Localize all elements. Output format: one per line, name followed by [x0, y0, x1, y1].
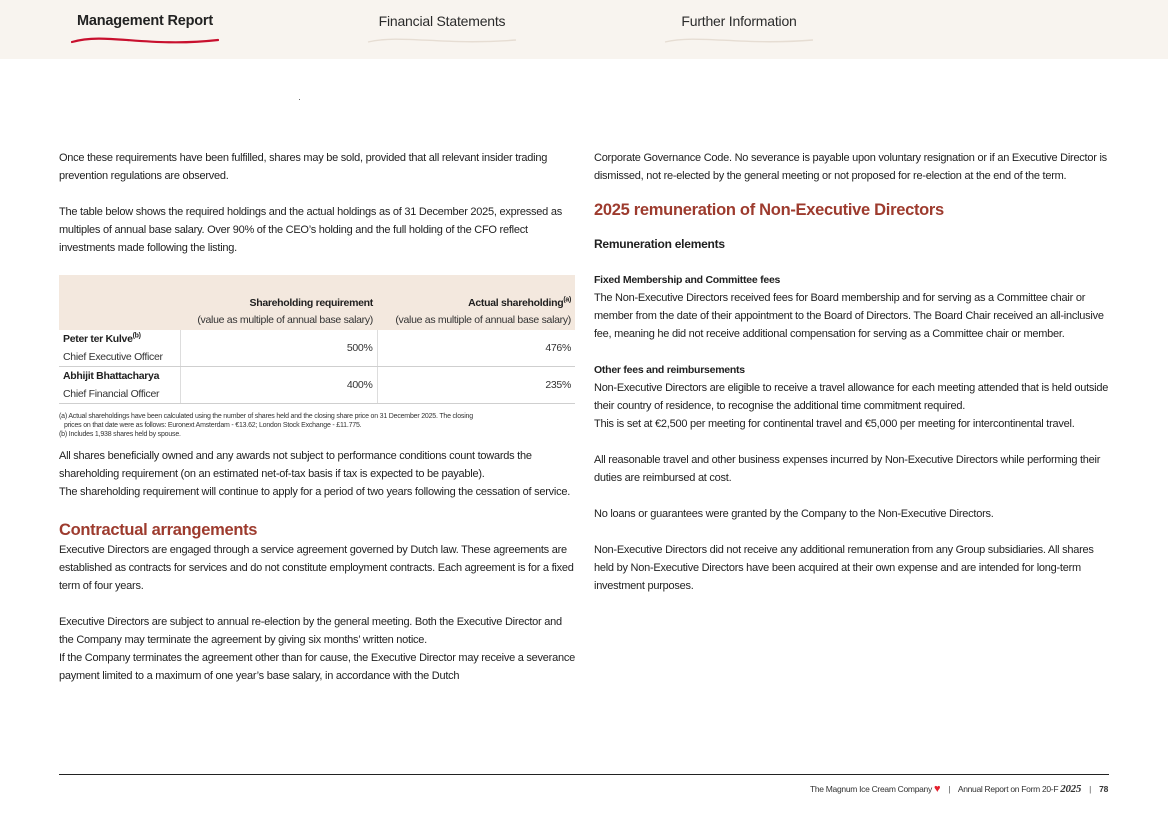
- tab-label: Management Report: [77, 13, 213, 29]
- col-subheader-actual: (value as multiple of annual base salary): [377, 312, 575, 330]
- paragraph: Non-Executive Directors did not receive any additional remuneration from any Group subsidiaries. All shares held by Non-Executive Directors have been acquired at their own expense and are intended for long-term investment purposes.: [594, 544, 1094, 592]
- shareholding-table: [59, 275, 575, 404]
- col-header-requirement: Shareholding requirement: [180, 295, 377, 312]
- col-header-actual: [377, 295, 575, 312]
- tab-financial-statements[interactable]: [367, 11, 517, 51]
- director-role: Chief Financial Officer: [63, 388, 160, 400]
- tab-underline: [664, 33, 814, 47]
- paragraph: This is set at €2,500 per meeting for continental travel and €5,000 per meeting for intercontinental travel.: [594, 418, 1075, 430]
- director-cell: [59, 330, 180, 367]
- footnote-a: (a) Actual shareholdings have been calculated using the number of shares held and the closing share price on 31 December 2025. The closing: [59, 413, 473, 420]
- col-subheader-requirement: (value as multiple of annual base salary): [180, 312, 377, 330]
- company-name: The Magnum Ice Cream Company: [809, 784, 932, 794]
- brand-heart-icon: ♥: [934, 783, 941, 795]
- paragraph: Non-Executive Directors are eligible to receive a travel allowance for each meeting attended that is held outside their country of residence, to recognise the additional time commitment required.: [594, 382, 1109, 412]
- top-nav: [0, 0, 1168, 59]
- stray-dot: [299, 99, 300, 100]
- report-name: Annual Report on Form 20-F: [957, 784, 1059, 794]
- report-year: 2025: [1060, 783, 1082, 795]
- section-heading-contractual: Contractual arrangements: [59, 521, 258, 539]
- paragraph: All reasonable travel and other business expenses incurred by Non-Executive Directors while performing their duties are reimbursed at cost.: [594, 454, 1101, 484]
- footnote-b: (b) Includes 1,938 shares held by spouse.: [59, 431, 181, 438]
- paragraph: No loans or guarantees were granted by the Company to the Non-Executive Directors.: [594, 508, 994, 520]
- actual-value: 476%: [377, 330, 575, 367]
- actual-value: 235%: [377, 367, 575, 404]
- subheading-remuneration-elements: Remuneration elements: [594, 237, 725, 251]
- paragraph: Once these requirements have been fulfilled, shares may be sold, provided that all relevant insider trading prevention regulations are observed.: [59, 152, 548, 182]
- tab-label: Financial Statements: [378, 13, 506, 29]
- section-heading-ned-remuneration: 2025 remuneration of Non-Executive Directors: [594, 201, 944, 219]
- left-column: [59, 149, 575, 685]
- table-header-empty: [59, 312, 180, 330]
- paragraph: Executive Directors are engaged through a service agreement governed by Dutch law. These agreements are established as contracts for services and do not constitute employment contracts. Each agreement is for a fixed term of four years.: [59, 544, 574, 592]
- director-role: Chief Executive Officer: [63, 351, 163, 363]
- tab-further-information[interactable]: [664, 11, 814, 51]
- footnote-a-cont: prices on that date were as follows: Euronext Amsterdam - €13.62; London Stock Exchange - £11.775.: [64, 422, 362, 429]
- table-header-empty: [59, 295, 180, 312]
- tab-label: Further Information: [681, 13, 797, 29]
- table-row: [59, 330, 575, 367]
- director-cell: [59, 367, 180, 404]
- table-footnotes: [59, 412, 575, 439]
- page-number: 78: [1099, 784, 1108, 794]
- director-name-text: Peter ter Kulve: [63, 333, 133, 345]
- footer-rule: [59, 774, 1109, 775]
- subheading-other-fees: Other fees and reimbursements: [594, 364, 745, 376]
- subheading-fixed-fees: Fixed Membership and Committee fees: [594, 274, 781, 286]
- requirement-value: 400%: [180, 367, 377, 404]
- tab-management-report[interactable]: [71, 11, 219, 51]
- paragraph: The shareholding requirement will continue to apply for a period of two years following the cessation of service.: [59, 486, 571, 498]
- right-column: [594, 149, 1110, 613]
- paragraph: If the Company terminates the agreement other than for cause, the Executive Director may receive a severance payment limited to a maximum of one year’s base salary, in accordance with the Dutch: [59, 652, 575, 682]
- director-name: [63, 330, 176, 348]
- tab-active-underline: [71, 33, 219, 47]
- footer-separator: |: [948, 784, 951, 794]
- tab-underline: [367, 33, 517, 47]
- paragraph: The Non-Executive Directors received fees for Board membership and for serving as a Committee chair or member from the date of their appointment to the Board of Directors. The Board Chair received an all-inclusive fee, meaning he did not receive additional compensation for serving as a Committee chair or member.: [594, 292, 1104, 340]
- footer-separator: |: [1089, 784, 1092, 794]
- paragraph: All shares beneficially owned and any awards not subject to performance conditions count towards the shareholding requirement (on an estimated net-of-tax basis if tax is expected to be payable).: [59, 450, 532, 480]
- table-header-spacer: [59, 275, 575, 295]
- col-header-actual-text: Actual shareholding: [468, 297, 564, 309]
- paragraph: Corporate Governance Code. No severance is payable upon voluntary resignation or if an Executive Director is dismissed, not re-elected by the general meeting or not proposed for re-election at the end of the term.: [594, 152, 1107, 182]
- requirement-value: 500%: [180, 330, 377, 367]
- footnote-marker: (a): [563, 296, 571, 304]
- director-name: Abhijit Bhattacharya: [63, 370, 160, 382]
- paragraph: Executive Directors are subject to annual re-election by the general meeting. Both the Executive Director and the Company may terminate the agreement by giving six months’ written notice.: [59, 616, 562, 646]
- page-footer: [810, 783, 1108, 795]
- paragraph: The table below shows the required holdings and the actual holdings as of 31 December 2025, expressed as multiples of annual base salary. Over 90% of the CEO’s holding and the full holding of the CFO reflect investments made following the listing.: [59, 206, 562, 254]
- table-row: [59, 367, 575, 404]
- footnote-marker: (b): [132, 332, 141, 340]
